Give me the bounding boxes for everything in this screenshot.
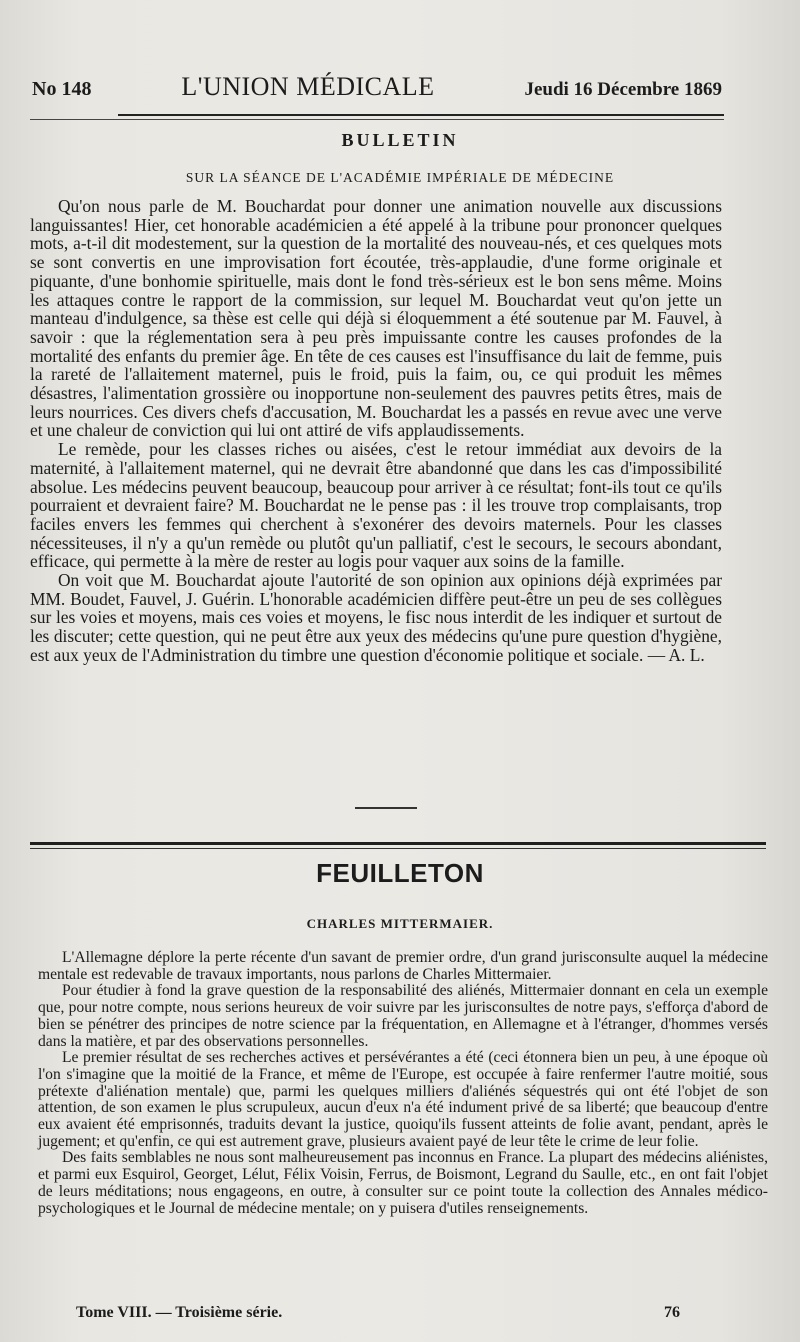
feuilleton-paragraph: L'Allemagne déplore la perte récente d'un savant de premier ordre, d'un grand jurisconsulte auquel la médecine mentale est redevable de travaux importants, nous parlons de Charles Mittermaier. [38, 949, 768, 983]
feuilleton-paragraph: Pour étudier à fond la grave question de la responsabilité des aliénés, Mittermaier donnant en cela un exemple que, pour notre compte, nous serions heureux de voir suivre par les jurisconsultes de notre pays, s'efforça d'abord de bien se pénétrer des principes de notre science par la fréquentation, en Allemagne et à l'étranger, d'hommes versés dans la matière, et par des observations personnelles. [38, 982, 768, 1050]
issue-number: No 148 [32, 78, 92, 100]
feuilleton-paragraph: Le premier résultat de ses recherches actives et persévérantes a été (ceci étonnera bien un peu, à une époque où l'on s'imagine que la moitié de la France, et même de l'Europe, est occupée à faire renfermer l'autre moitié, sous prétexte d'aliénation mentale) que, parmi les quelques milliers d'aliénés séquestrés qui ont été l'objet de son attention, de son examen le plus scrupuleux, aucun d'eux n'a été indument privé de sa liberté; que beaucoup d'entre eux avaient été emprisonnés, traduits devant la justice, quoiqu'ils fussent atteints de folie avant, pendant, après le jugement; et qu'enfin, ce qui est autrement grave, plusieurs avaient payé de leur tête le crime de leur folie. [38, 1049, 768, 1150]
issue-date: Jeudi 16 Décembre 1869 [524, 79, 722, 100]
feuilleton-rule-thin [30, 848, 766, 849]
feuilleton-subtitle: CHARLES MITTERMAIER. [306, 916, 494, 931]
section-separator [355, 807, 417, 809]
feuilleton-title: FEUILLETON [316, 858, 484, 888]
masthead-rule-thick [118, 114, 724, 116]
volume-info: Tome VIII. — Troisième série. [76, 1304, 283, 1321]
masthead-rule-thin [30, 119, 724, 120]
bulletin-paragraph: Le remède, pour les classes riches ou aisées, c'est le retour immédiat aux devoirs de la maternité, à l'allaitement maternel, qui ne devrait être abandonné que dans les cas d'impossibilité absolue. Les médecins peuvent beaucoup, beaucoup pour arriver à ce résultat; font-ils tout ce qu'ils pourraient et devraient faire? M. Bouchardat ne le pense pas : il les trouve trop complaisants, trop faciles envers les femmes qui cherchent à s'exonérer des devoirs maternels. Pour les classes nécessiteuses, il n'y a qu'un remède ou plutôt qu'un palliatif, c'est le secours, le secours abondant, efficace, qui permette à la mère de rester au logis pour vaquer aux soins de la famille. [30, 439, 722, 572]
feuilleton-body [38, 950, 768, 1217]
bulletin-paragraph: On voit que M. Bouchardat ajoute l'autorité de son opinion aux opinions déjà exprimées par MM. Boudet, Fauvel, J. Guérin. L'honorable académicien diffère peut-être un peu de ses collègues sur les voies et moyens, mais ces voies et moyens, le fisc nous interdit de les indiquer et surtout de les discuter; cette question, qui ne peut être aux yeux des médecins qu'une pure question d'hygiène, est aux yeux de l'Administration du timbre une question d'économie politique et sociale. — A. L. [30, 570, 722, 665]
journal-title: L'UNION MÉDICALE [181, 72, 435, 101]
feuilleton-rule-thick [30, 842, 766, 845]
masthead [32, 72, 722, 108]
bulletin-paragraph: Qu'on nous parle de M. Bouchardat pour donner une animation nouvelle aux discussions languissantes! Hier, cet honorable académicien a été appelé à la tribune pour prononcer quelques mots, a-t-il dit modestement, sur la question de la mortalité des nouveau-nés, et ces quelques mots se sont convertis en une improvisation fort écoutée, très-applaudie, d'une forme originale et piquante, d'une bonhomie spirituelle, mais dont le fond très-sérieux est le bon sens même. Moins les attaques contre le rapport de la commission, sur lequel M. Bouchardat veut qu'on jette un manteau d'indulgence, sa thèse est celle qui déjà si éloquemment a été soutenue par M. Fauvel, à savoir : que la réglementation sera à peu près impuissante contre les causes profondes de la mortalité des enfants du premier âge. En tête de ces causes est l'insuffisance du lait de femme, puis la rareté de l'allaitement maternel, puis le froid, puis la faim, ou, ce qui produit les mêmes désastres, l'alimentation grossière ou inopportune non-seulement des pauvres petits êtres, mais de leurs nourrices. Ces divers chefs d'accusation, M. Bouchardat les a passés en revue avec une verve et une chaleur de conviction qui lui ont attiré de vifs applaudissements. [30, 196, 722, 441]
bulletin-title: BULLETIN [341, 130, 459, 150]
feuilleton-paragraph: Des faits semblables ne nous sont malheureusement pas inconnus en France. La plupart des médecins aliénistes, et parmi eux Esquirol, Georget, Lélut, Félix Voisin, Ferrus, de Boismont, Legrand du Saulle, etc., en ont fait l'objet de leurs méditations; nous engageons, en outre, à consulter sur ce point toute la collection des Annales médico-psychologiques et le Journal de médecine mentale; on y puisera d'utiles renseignements. [38, 1149, 768, 1217]
bulletin-body [30, 197, 722, 665]
page-footer [76, 1304, 680, 1328]
bulletin-subtitle: SUR LA SÉANCE DE L'ACADÉMIE IMPÉRIALE DE MÉDECINE [185, 170, 615, 185]
page-number: 76 [664, 1304, 680, 1321]
